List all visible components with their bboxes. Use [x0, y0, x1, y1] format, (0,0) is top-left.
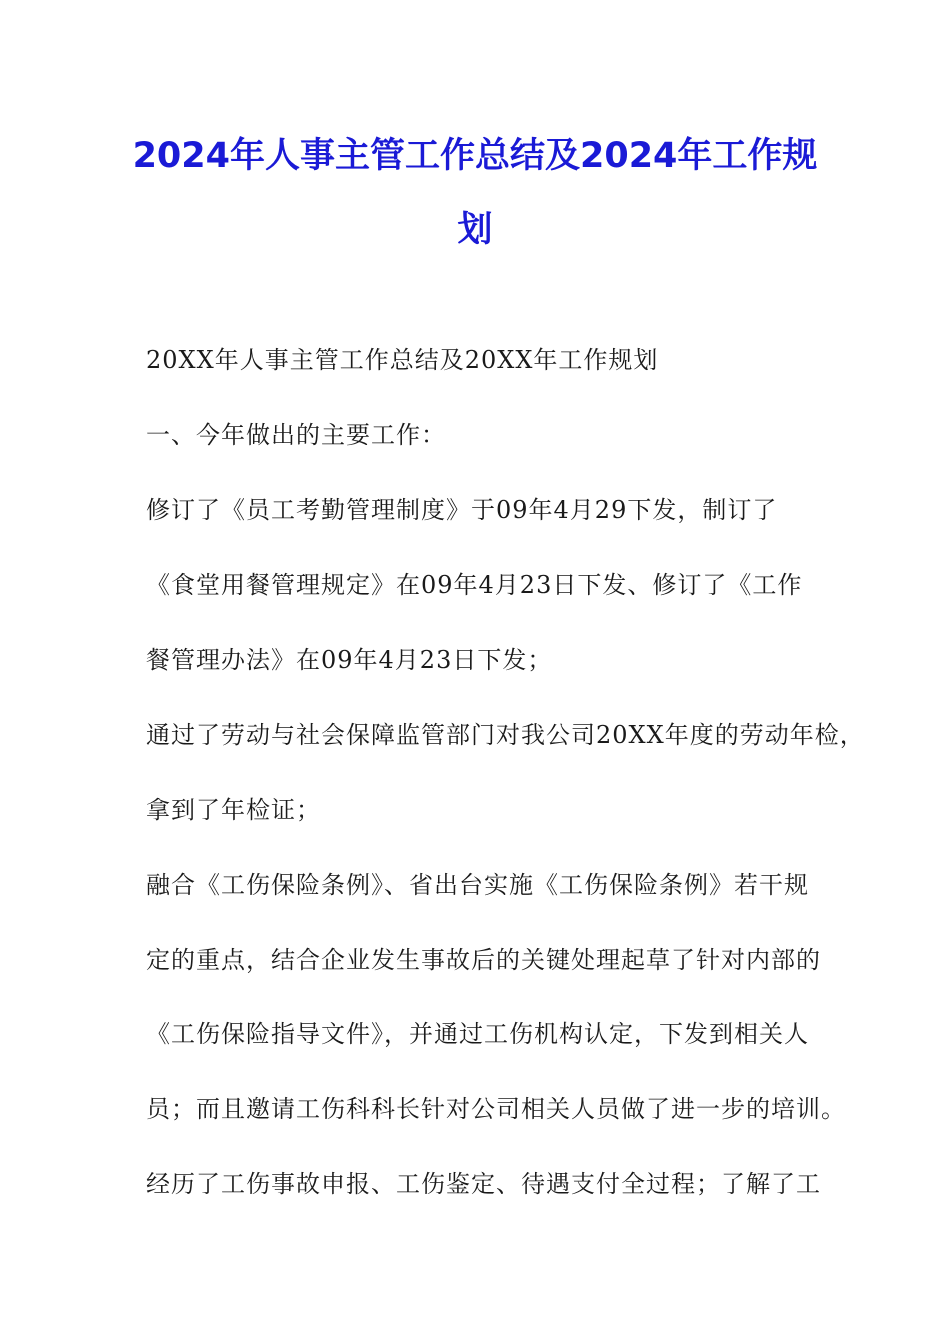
doc-line: 《工伤保险指导文件》，并通过工伤机构认定，下发到相关人	[146, 1020, 809, 1048]
doc-line-section-heading: 一、今年做出的主要工作：	[146, 421, 446, 449]
doc-line: 修订了《员工考勤管理制度》于09年4月29下发，制订了	[146, 496, 778, 524]
doc-line: 《食堂用餐管理规定》在09年4月23日下发、修订了《工作	[146, 571, 803, 599]
doc-line: 餐管理办法》在09年4月23日下发；	[146, 646, 553, 674]
doc-line: 定的重点，结合企业发生事故后的关键处理起草了针对内部的	[146, 946, 821, 974]
document-title-line-2: 划	[457, 210, 493, 250]
doc-line: 通过了劳动与社会保障监管部门对我公司20XX年度的劳动年检，	[146, 721, 865, 749]
document-title-line-1: 2024年人事主管工作总结及2024年工作规	[132, 136, 818, 176]
doc-line-subtitle: 20XX年人事主管工作总结及20XX年工作规划	[146, 346, 659, 374]
doc-line: 员；而且邀请工伤科科长针对公司相关人员做了进一步的培训。	[146, 1095, 846, 1123]
doc-line: 融合《工伤保险条例》、省出台实施《工伤保险条例》若干规	[146, 871, 809, 899]
doc-line: 拿到了年检证；	[146, 796, 321, 824]
doc-line: 经历了工伤事故申报、工伤鉴定、待遇支付全过程；了解了工	[146, 1170, 821, 1198]
